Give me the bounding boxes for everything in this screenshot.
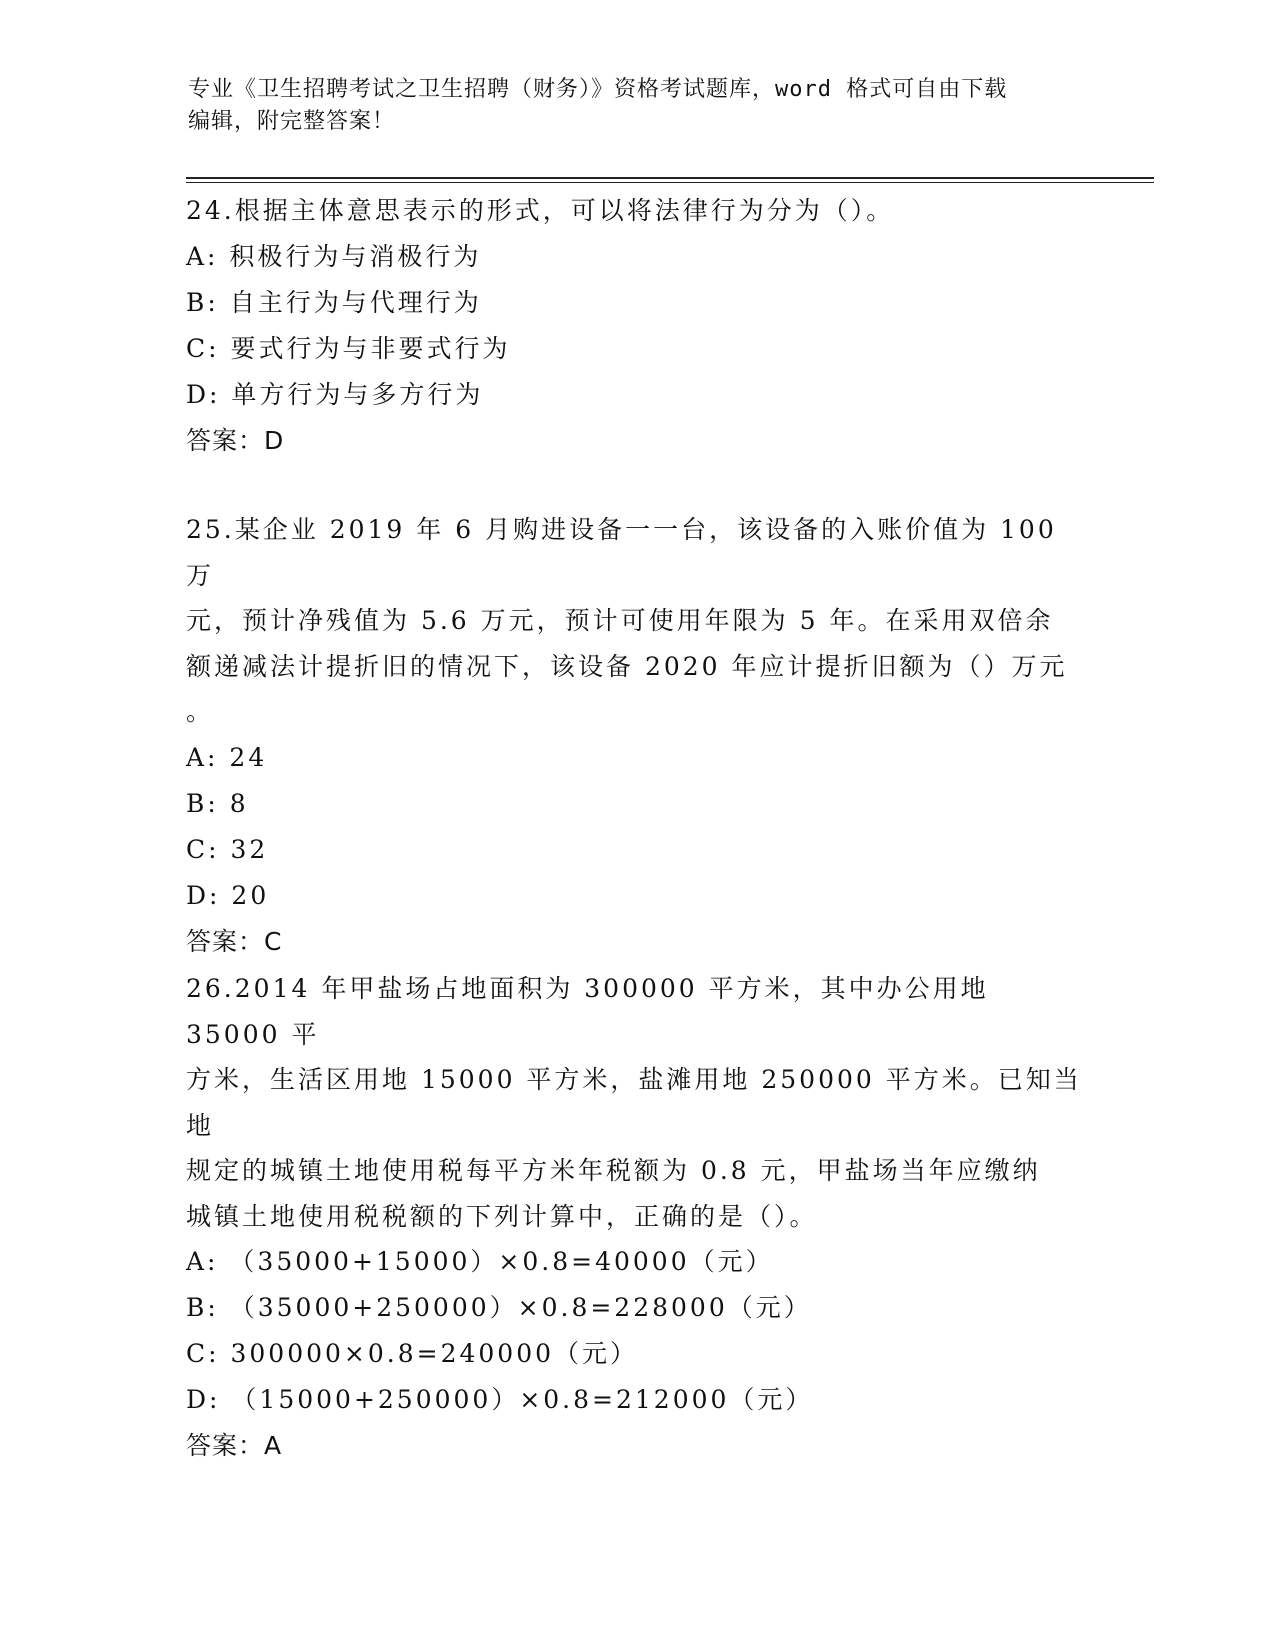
question-24 — [186, 188, 1086, 464]
question-stem-line: 26.2014 年甲盐场占地面积为 300000 平方米，其中办公用地 35000 平 — [186, 974, 989, 1049]
question-26 — [186, 966, 1086, 1469]
question-stem-line: 规定的城镇土地使用税每平方米年税额为 0.8 元，甲盐场当年应缴纳 — [186, 1156, 1041, 1185]
option-b: B: 自主行为与代理行为 — [186, 288, 482, 317]
header-line-2: 编辑，附完整答案！ — [188, 109, 396, 134]
option-a: A: 24 — [186, 742, 268, 772]
answer: 答案：D — [186, 426, 285, 455]
option-c: C: 要式行为与非要式行为 — [186, 334, 511, 363]
option-d: D: 20 — [186, 880, 270, 910]
option-c: C: 32 — [186, 834, 269, 864]
document-header — [188, 74, 1088, 138]
option-a: A: （35000+15000）×0.8=40000（元） — [186, 1247, 774, 1276]
question-stem-line: 额递减法计提折旧的情况下，该设备 2020 年应计提折旧额为（）万元 — [186, 651, 1068, 681]
question-stem-line: 方米，生活区用地 15000 平方米，盐滩用地 250000 平方米。已知当地 — [186, 1065, 1082, 1140]
header-divider-thin — [186, 182, 1154, 183]
option-b: B: 8 — [186, 788, 249, 818]
question-stem-line: 元，预计净残值为 5.6 万元，预计可使用年限为 5 年。在采用双倍余 — [186, 606, 1054, 635]
question-stem-line: 25.某企业 2019 年 6 月购进设备一一台，该设备的入账价值为 100 万 — [186, 515, 1057, 590]
answer: 答案：C — [186, 926, 283, 956]
header-divider-thick — [186, 177, 1154, 179]
question-stem-line: 。 — [186, 697, 215, 726]
option-d: D: 单方行为与多方行为 — [186, 380, 484, 409]
header-line-1: 专业《卫生招聘考试之卫生招聘（财务）》资格考试题库，word 格式可自由下载 — [188, 77, 1008, 102]
option-a: A: 积极行为与消极行为 — [186, 242, 482, 271]
option-d: D: （15000+250000）×0.8=212000（元） — [186, 1385, 814, 1414]
answer: 答案：A — [186, 1431, 283, 1460]
option-b: B: （35000+250000）×0.8=228000（元） — [186, 1293, 812, 1322]
question-stem-line: 24.根据主体意思表示的形式，可以将法律行为分为（）。 — [186, 196, 895, 225]
question-25 — [186, 507, 1086, 965]
question-stem-line: 城镇土地使用税税额的下列计算中，正确的是（）。 — [186, 1201, 818, 1231]
option-c: C: 300000×0.8=240000（元） — [186, 1339, 639, 1368]
